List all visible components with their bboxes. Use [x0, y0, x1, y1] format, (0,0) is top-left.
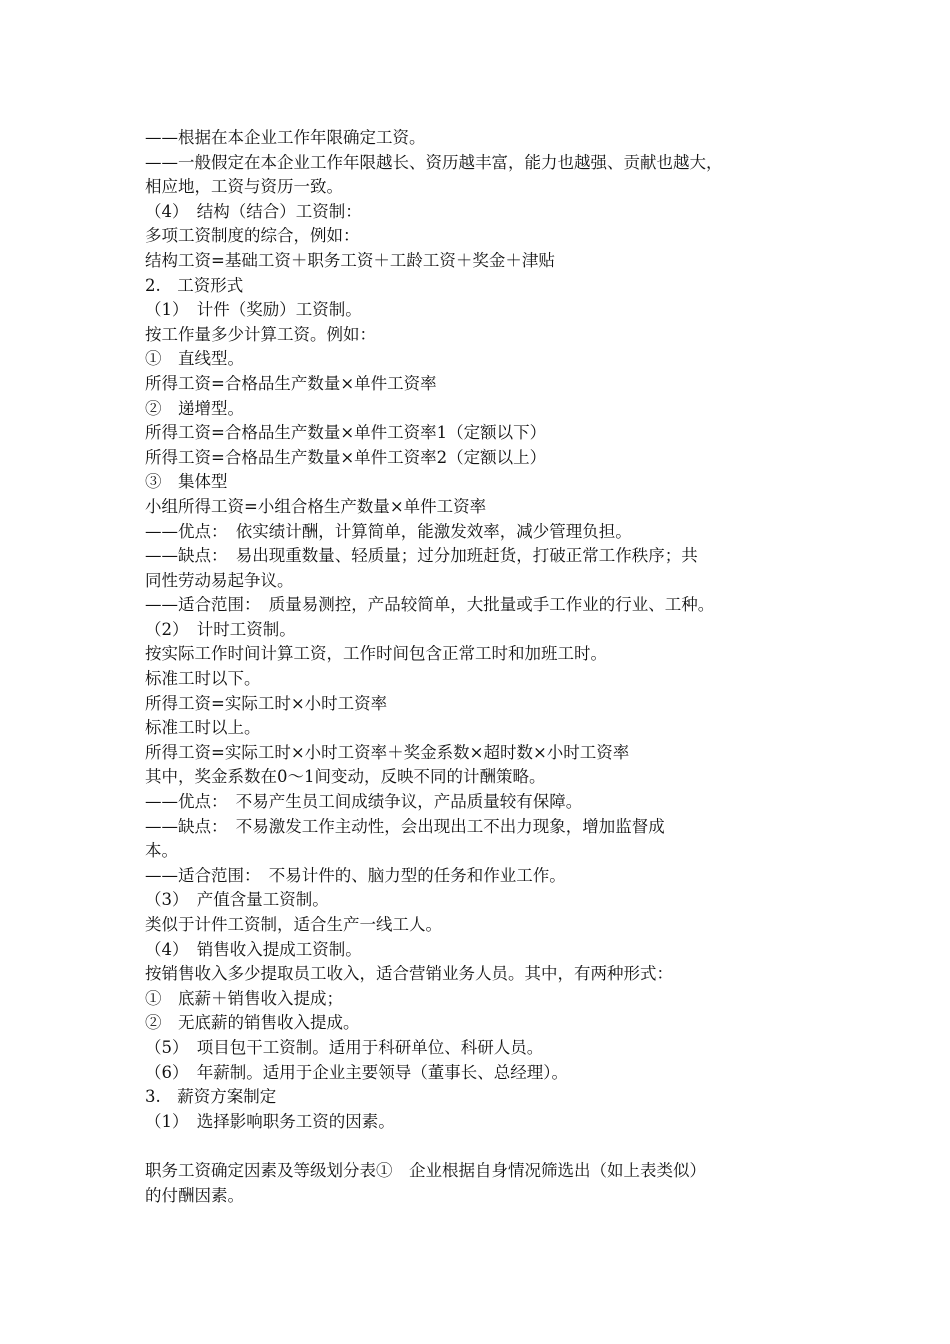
text-line: 按销售收入多少提取员工收入，适合营销业务人员。其中，有两种形式： — [145, 964, 673, 984]
text-line: 的付酬因素。 — [145, 1185, 244, 1205]
text-line: ——适合范围： 不易计件的、脑力型的任务和作业工作。 — [145, 865, 566, 885]
text-line: 其中，奖金系数在0～1间变动，反映不同的计酬策略。 — [145, 767, 546, 787]
text-line: 相应地，工资与资历一致。 — [145, 177, 343, 197]
text-line: ——优点： 不易产生员工间成绩争议，产品质量较有保障。 — [145, 792, 583, 812]
list-item: ② 递增型。 — [145, 398, 244, 418]
formula-line: 所得工资=合格品生产数量×单件工资率2（定额以上） — [145, 447, 547, 467]
text-line: ——优点： 依实绩计酬，计算简单，能激发效率，减少管理负担。 — [145, 521, 632, 541]
text-line: 本。 — [145, 841, 178, 861]
text-line: ——适合范围： 质量易测控，产品较简单，大批量或手工作业的行业、工种。 — [145, 595, 715, 615]
formula-line: 所得工资=实际工时×小时工资率 — [145, 693, 388, 713]
section-heading: 2. 工资形式 — [145, 275, 244, 295]
text-line: 多项工资制度的综合，例如： — [145, 226, 360, 246]
text-line: 类似于计件工资制，适合生产一线工人。 — [145, 915, 442, 934]
list-item: ① 底薪＋销售收入提成； — [145, 988, 343, 1008]
text-line: ——缺点： 易出现重数量、轻质量；过分加班赶货，打破正常工作秩序；共 — [145, 546, 698, 566]
section-heading: （2） 计时工资制。 — [145, 619, 296, 639]
section-heading: （4） 销售收入提成工资制。 — [145, 939, 362, 959]
section-heading: （1） 选择影响职务工资的因素。 — [145, 1111, 395, 1131]
blank-line — [145, 1134, 825, 1159]
formula-line: 结构工资=基础工资＋职务工资＋工龄工资＋奖金＋津贴 — [145, 250, 555, 270]
text-line: 按实际工作时间计算工资，工作时间包含正常工时和加班工时。 — [145, 644, 607, 664]
formula-line: 所得工资=合格品生产数量×单件工资率1（定额以下） — [145, 423, 547, 443]
text-line: 标准工时以下。 — [145, 669, 261, 689]
section-heading: （5） 项目包干工资制。适用于科研单位、科研人员。 — [145, 1037, 544, 1057]
list-item: ① 直线型。 — [145, 349, 244, 369]
text-line: 标准工时以上。 — [145, 718, 261, 738]
section-heading: （1） 计件（奖励）工资制。 — [145, 300, 362, 320]
list-item: ③ 集体型 — [145, 472, 228, 492]
formula-line: 所得工资=实际工时×小时工资率＋奖金系数×超时数×小时工资率 — [145, 742, 630, 762]
text-line: 职务工资确定因素及等级划分表① 企业根据自身情况筛选出（如上表类似） — [145, 1160, 706, 1180]
document-page — [145, 126, 825, 1208]
list-item: ② 无底薪的销售收入提成。 — [145, 1013, 360, 1033]
section-heading: （3） 产值含量工资制。 — [145, 890, 329, 910]
text-line: ——缺点： 不易激发工作主动性，会出现出工不出力现象，增加监督成 — [145, 816, 665, 836]
formula-line: 所得工资=合格品生产数量×单件工资率 — [145, 373, 437, 393]
formula-line: 小组所得工资=小组合格生产数量×单件工资率 — [145, 496, 487, 516]
text-line: ——根据在本企业工作年限确定工资。 — [145, 128, 426, 147]
section-heading: 3. 薪资方案制定 — [145, 1087, 277, 1107]
text-line: 同性劳动易起争议。 — [145, 570, 294, 590]
section-heading: （4） 结构（结合）工资制： — [145, 201, 362, 221]
text-line: 按工作量多少计算工资。例如： — [145, 324, 376, 344]
text-line: ——一般假定在本企业工作年限越长、资历越丰富，能力也越强、贡献也越大， — [145, 152, 723, 172]
section-heading: （6） 年薪制。适用于企业主要领导（董事长、总经理）。 — [145, 1062, 568, 1082]
